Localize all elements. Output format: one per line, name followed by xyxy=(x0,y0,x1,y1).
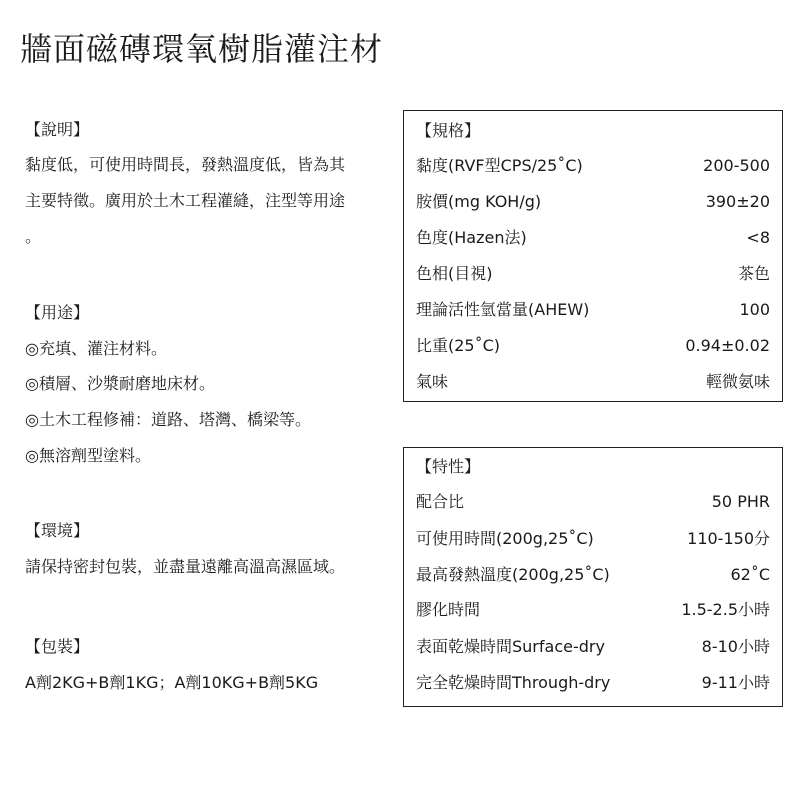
row-label: 比重(25˚C) xyxy=(416,336,501,355)
row-value: 110-150分 xyxy=(687,529,770,548)
table-heading xyxy=(416,121,770,141)
table-row xyxy=(416,637,770,657)
row-label: 氣味 xyxy=(416,372,449,391)
row-value: 200-500 xyxy=(703,156,770,175)
usage-item: ◎土木工程修補：道路、塔灣、橋梁等。 xyxy=(25,410,311,429)
row-label: 配合比 xyxy=(416,492,465,511)
description-line: 黏度低，可使用時間長，發熱溫度低，皆為其 xyxy=(25,155,346,174)
specs-table xyxy=(403,110,783,402)
usage-item: ◎無溶劑型塗料。 xyxy=(25,446,151,465)
row-label: 黏度(RVF型CPS/25˚C) xyxy=(416,156,583,175)
row-label: 膠化時間 xyxy=(416,600,481,619)
row-label: 色相(目視) xyxy=(416,264,493,283)
table-row xyxy=(416,673,770,693)
specs-heading: 【規格】 xyxy=(416,121,481,140)
environment-text: 請保持密封包裝，並盡量遠離高溫高濕區域。 xyxy=(25,557,346,576)
table-row xyxy=(416,264,770,284)
table-row xyxy=(416,565,770,585)
properties-heading: 【特性】 xyxy=(416,457,481,476)
table-row xyxy=(416,336,770,356)
table-heading xyxy=(416,457,770,477)
packaging-text: A劑2KG+B劑1KG；A劑10KG+B劑5KG xyxy=(25,673,319,692)
page-title: 牆面磁磚環氧樹脂灌注材 xyxy=(20,30,384,68)
section-heading: 【用途】 xyxy=(25,303,90,322)
table-row xyxy=(416,492,770,512)
row-label: 表面乾燥時間Surface-dry xyxy=(416,637,605,656)
row-value: <8 xyxy=(746,228,770,247)
row-value: 茶色 xyxy=(737,264,770,283)
description-line: 主要特徵。廣用於土木工程灌縫，注型等用途 xyxy=(25,191,346,210)
row-value: 0.94±0.02 xyxy=(685,336,770,355)
table-row xyxy=(416,156,770,176)
row-label: 胺價(mg KOH/g) xyxy=(416,192,542,211)
table-row xyxy=(416,300,770,320)
section-heading: 【包裝】 xyxy=(25,637,90,656)
table-row xyxy=(416,372,770,392)
table-row xyxy=(416,192,770,212)
row-label: 最高發熱溫度(200g,25˚C) xyxy=(416,565,610,584)
row-label: 色度(Hazen法) xyxy=(416,228,527,247)
row-value: 1.5-2.5小時 xyxy=(681,600,770,619)
section-heading: 【環境】 xyxy=(25,521,90,540)
row-value: 100 xyxy=(739,300,770,319)
row-value: 9-11小時 xyxy=(701,673,770,692)
table-row xyxy=(416,228,770,248)
properties-table xyxy=(403,447,783,707)
usage-item: ◎充填、灌注材料。 xyxy=(25,339,167,358)
description-line: 。 xyxy=(25,227,42,246)
row-label: 可使用時間(200g,25˚C) xyxy=(416,529,594,548)
table-row xyxy=(416,600,770,620)
row-value: 8-10小時 xyxy=(701,637,770,656)
row-label: 完全乾燥時間Through-dry xyxy=(416,673,611,692)
row-value: 輕微氨味 xyxy=(705,372,770,391)
table-row xyxy=(416,529,770,549)
row-label: 理論活性氫當量(AHEW) xyxy=(416,300,590,319)
section-heading: 【說明】 xyxy=(25,120,90,139)
row-value: 50 PHR xyxy=(711,492,770,511)
usage-item: ◎積層、沙漿耐磨地床材。 xyxy=(25,374,215,393)
row-value: 390±20 xyxy=(705,192,770,211)
row-value: 62˚C xyxy=(730,565,770,584)
